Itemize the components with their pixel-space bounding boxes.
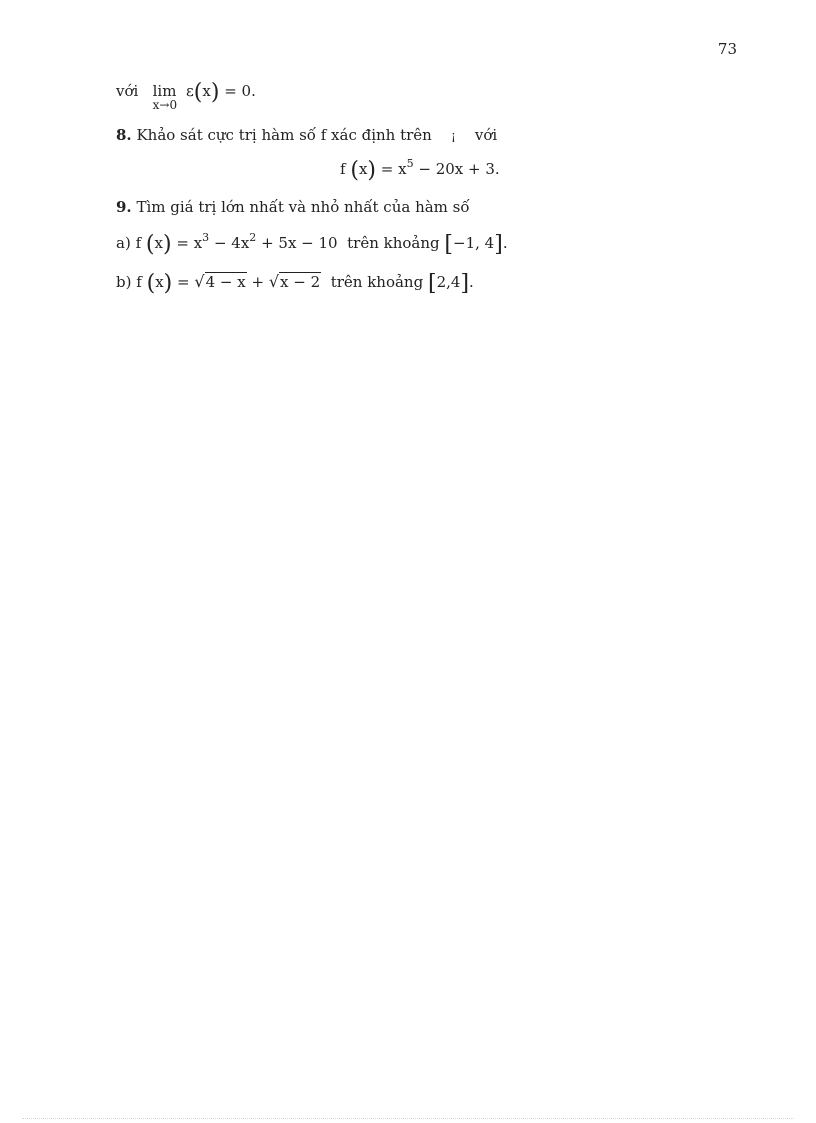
epsilon-symbol: ε [186, 82, 194, 100]
item-9-statement [116, 200, 470, 215]
limit-prefix: với [116, 82, 139, 100]
item-8-statement [116, 128, 497, 143]
item-9b-interval-word: trên khoảng [330, 273, 424, 291]
limit-operator: lim x→0 [152, 82, 178, 112]
item-9a: a) f $(x) = x^3 - 4x^2 + 5x - 10$ trên khoảng [−1, 4]. [116, 231, 508, 257]
item-8-domain-symbol: ¡ [450, 129, 456, 143]
item-9-text: Tìm giá trị lớn nhất và nhỏ nhất của hàm số [136, 198, 470, 216]
item-9-number: 9. [116, 198, 132, 216]
item-9a-interval-word: trên khoảng [347, 234, 440, 252]
item-9b-interval: 2,4 [436, 273, 461, 291]
item-9b: b) f (x) = √4 − x + √x − 2 trên khoảng [2,4]. [116, 271, 474, 296]
limit-rest: = 0. [224, 82, 256, 100]
page-number: 73 [717, 40, 737, 58]
limit-subscript: x→0 [152, 98, 178, 112]
item-8-suffix: với [474, 126, 498, 144]
item-8-number: 8. [116, 126, 132, 144]
item-8-text: Khảo sát cực trị hàm số f xác định trên [136, 126, 432, 144]
limit-line: với lim x→0 ε(x) = 0. [116, 80, 256, 112]
item-9b-label: b) [116, 273, 132, 291]
limit-variable: x [202, 82, 211, 100]
sqrt-term-2: √x − 2 [268, 272, 321, 291]
bottom-divider [22, 1118, 794, 1119]
item-9a-label: a) [116, 234, 131, 252]
item-8-formula: f $(x) = x^5 - 20x + 3$. [340, 157, 500, 183]
sqrt-term-1: √4 − x [194, 272, 246, 291]
item-8-exponent: 5 [406, 157, 414, 170]
item-9a-interval: −1, 4 [453, 234, 495, 252]
